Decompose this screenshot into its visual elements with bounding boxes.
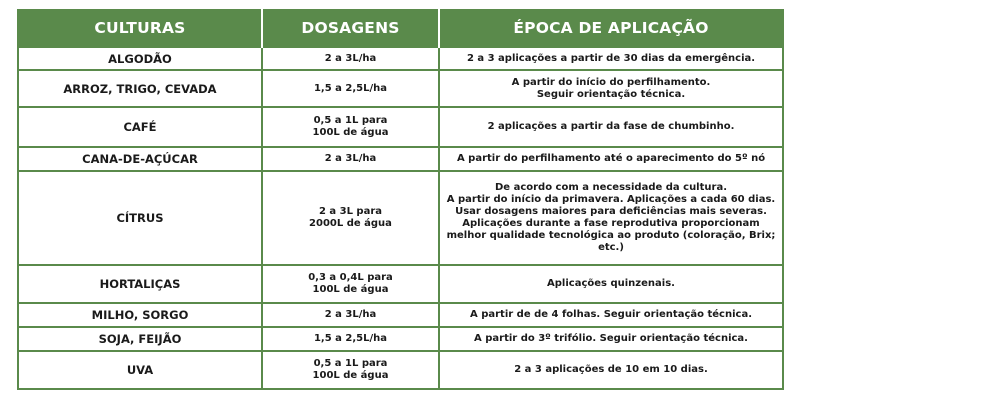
- cell-epoca: De acordo com a necessidade da cultura. A partir do início da primavera. Aplicações a cada 60 dias. Usar dosagens maiores para deficiências mais severas. Aplicações durante a fase reprodutiva proporcionam melhor qualidade tecnológica ao produto (coloração, Brix; etc.): [439, 171, 783, 265]
- cell-cultura: ALGODÃO: [18, 47, 262, 70]
- cell-cultura: CANA-DE-AÇÚCAR: [18, 147, 262, 171]
- header-culturas: CULTURAS: [18, 9, 262, 47]
- cell-epoca: A partir do 3º trifólio. Seguir orientação técnica.: [439, 327, 783, 351]
- table-header-row: [18, 9, 783, 47]
- cell-dosagem: 2 a 3L/ha: [262, 303, 439, 327]
- cell-dosagem: 0,5 a 1L para 100L de água: [262, 351, 439, 389]
- cell-cultura: SOJA, FEIJÃO: [18, 327, 262, 351]
- dosage-table-container: [17, 9, 782, 390]
- cell-dosagem: 1,5 a 2,5L/ha: [262, 70, 439, 107]
- cell-dosagem: 0,3 a 0,4L para 100L de água: [262, 265, 439, 303]
- cell-epoca: A partir do início do perfilhamento. Seguir orientação técnica.: [439, 70, 783, 107]
- table-row: [18, 147, 783, 171]
- table-row: [18, 47, 783, 70]
- cell-cultura: UVA: [18, 351, 262, 389]
- header-epoca: ÉPOCA DE APLICAÇÃO: [439, 9, 783, 47]
- cell-epoca: A partir do perfilhamento até o aparecimento do 5º nó: [439, 147, 783, 171]
- dosage-table: [17, 9, 784, 390]
- table-row: [18, 265, 783, 303]
- table-row: [18, 351, 783, 389]
- cell-cultura: CAFÉ: [18, 107, 262, 147]
- cell-dosagem: 2 a 3L/ha: [262, 147, 439, 171]
- cell-cultura: MILHO, SORGO: [18, 303, 262, 327]
- cell-cultura: HORTALIÇAS: [18, 265, 262, 303]
- cell-epoca: 2 a 3 aplicações de 10 em 10 dias.: [439, 351, 783, 389]
- table-row: [18, 303, 783, 327]
- cell-epoca: A partir de de 4 folhas. Seguir orientação técnica.: [439, 303, 783, 327]
- cell-epoca: Aplicações quinzenais.: [439, 265, 783, 303]
- cell-dosagem: 2 a 3L para 2000L de água: [262, 171, 439, 265]
- cell-dosagem: 1,5 a 2,5L/ha: [262, 327, 439, 351]
- table-row: [18, 327, 783, 351]
- cell-cultura: ARROZ, TRIGO, CEVADA: [18, 70, 262, 107]
- cell-cultura: CÍTRUS: [18, 171, 262, 265]
- cell-dosagem: 0,5 a 1L para 100L de água: [262, 107, 439, 147]
- cell-epoca: 2 aplicações a partir da fase de chumbinho.: [439, 107, 783, 147]
- table-row: [18, 107, 783, 147]
- cell-dosagem: 2 a 3L/ha: [262, 47, 439, 70]
- table-row: [18, 70, 783, 107]
- table-row: [18, 171, 783, 265]
- cell-epoca: 2 a 3 aplicações a partir de 30 dias da emergência.: [439, 47, 783, 70]
- header-dosagens: DOSAGENS: [262, 9, 439, 47]
